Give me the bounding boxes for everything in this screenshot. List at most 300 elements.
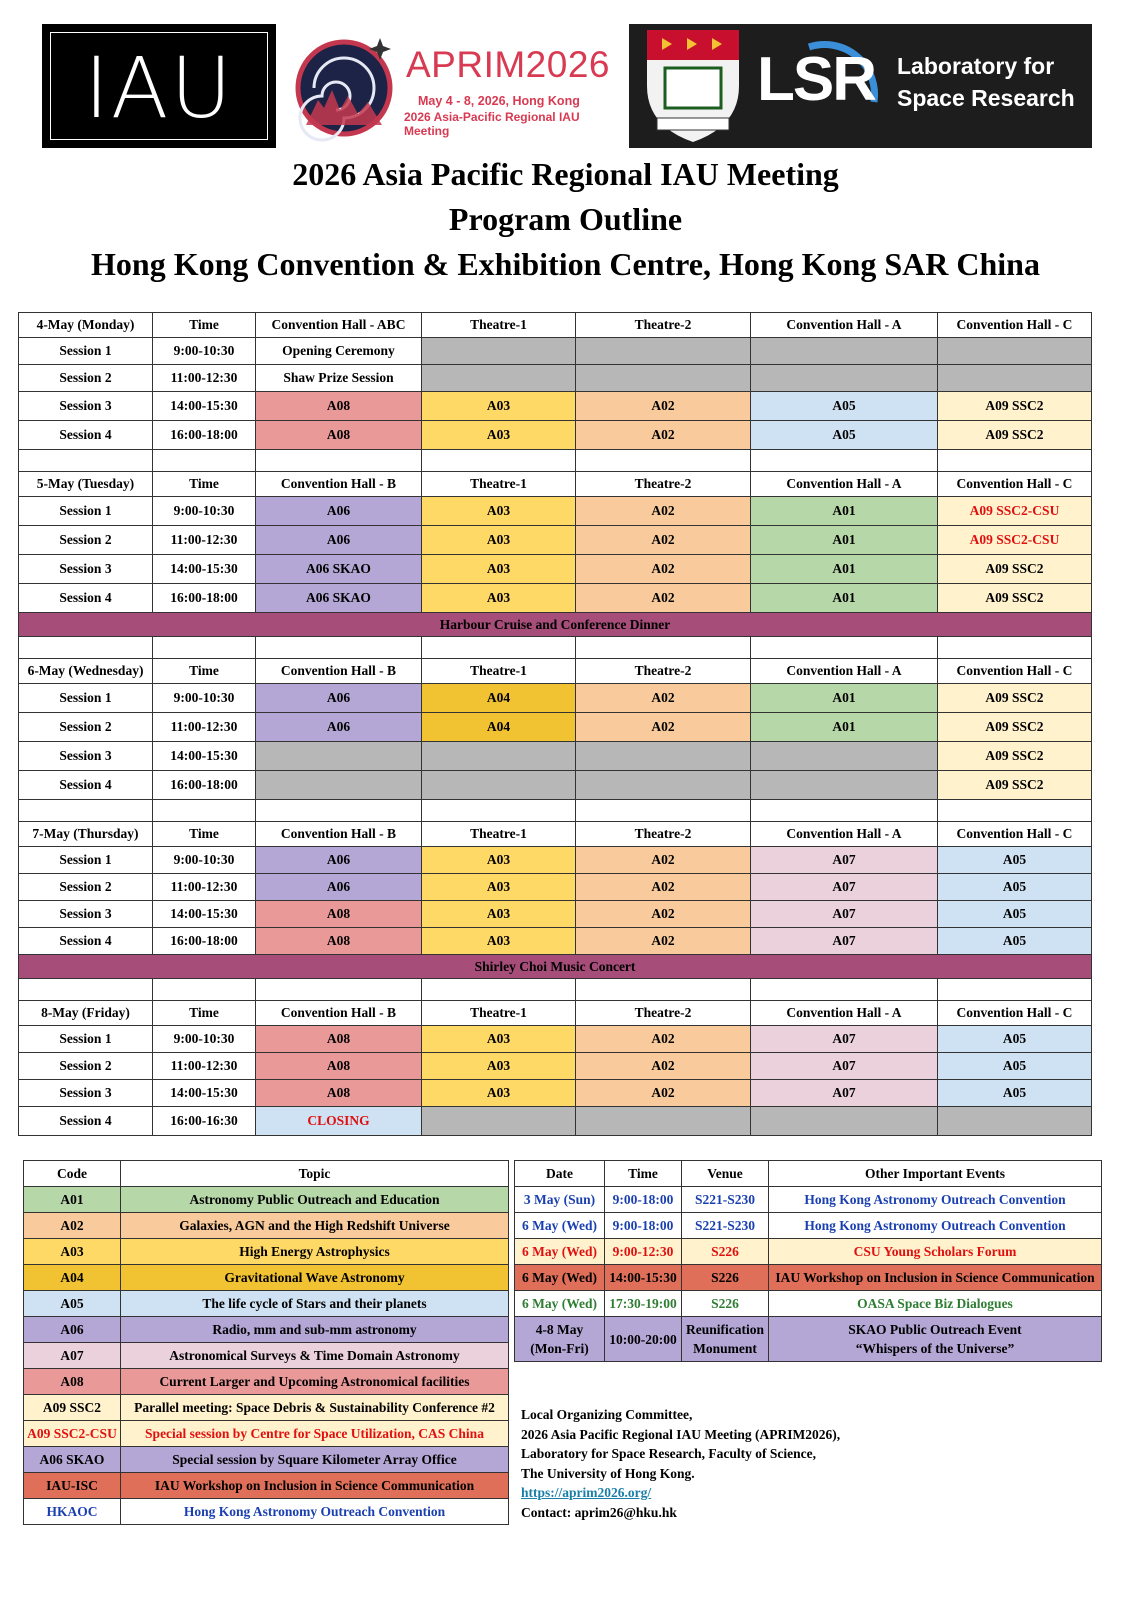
session-cell: A05 bbox=[938, 901, 1092, 928]
spacer-cell bbox=[422, 450, 576, 472]
column-header: Theatre-1 bbox=[422, 659, 576, 684]
event-row bbox=[515, 1213, 1102, 1239]
event-name: Hong Kong Astronomy Outreach Convention bbox=[769, 1213, 1102, 1239]
iau-logo-text: IAU bbox=[84, 39, 234, 137]
topic-legend-table bbox=[23, 1160, 509, 1525]
spacer-cell bbox=[256, 979, 422, 1001]
event-row bbox=[515, 1291, 1102, 1317]
day-header-row bbox=[19, 1001, 1092, 1026]
event-date: 6 May (Wed) bbox=[515, 1265, 605, 1291]
event-venue: Reunification Monument bbox=[682, 1317, 769, 1362]
session-cell: A09 SSC2-CSU bbox=[938, 526, 1092, 555]
column-header: Convention Hall - C bbox=[938, 822, 1092, 847]
session-cell: A05 bbox=[938, 1053, 1092, 1080]
venue-title: Hong Kong Convention & Exhibition Centre, Hong Kong SAR China bbox=[91, 246, 1040, 282]
legend-code: A06 SKAO bbox=[24, 1447, 121, 1473]
session-cell: A09 SSC2 bbox=[938, 421, 1092, 450]
legend-row bbox=[24, 1395, 509, 1421]
events-header-row bbox=[515, 1161, 1102, 1187]
spacer-cell bbox=[256, 450, 422, 472]
session-cell: A07 bbox=[751, 847, 938, 874]
column-header: Time bbox=[153, 822, 256, 847]
session-row bbox=[19, 1026, 1092, 1053]
spacer-cell bbox=[422, 637, 576, 659]
event-venue: S226 bbox=[682, 1291, 769, 1317]
iau-logo bbox=[42, 24, 276, 148]
session-cell: A06 bbox=[256, 497, 422, 526]
session-cell: A02 bbox=[576, 1080, 751, 1107]
session-row bbox=[19, 421, 1092, 450]
aprim-meeting-name: 2026 Asia-Pacific Regional IAU Meeting bbox=[404, 110, 580, 138]
legend-row bbox=[24, 1369, 509, 1395]
session-label: Session 1 bbox=[19, 497, 153, 526]
spacer-cell bbox=[938, 637, 1092, 659]
spacer-cell bbox=[751, 800, 938, 822]
event-date: 4-8 May (Mon-Fri) bbox=[515, 1317, 605, 1362]
session-cell: A06 bbox=[256, 713, 422, 742]
legend-topic: Gravitational Wave Astronomy bbox=[121, 1265, 509, 1291]
column-header: Theatre-1 bbox=[422, 472, 576, 497]
session-cell: A01 bbox=[751, 684, 938, 713]
session-row bbox=[19, 847, 1092, 874]
organizer-line: 2026 Asia Pacific Regional IAU Meeting (APRIM2026), bbox=[521, 1426, 841, 1442]
session-label: Session 3 bbox=[19, 1080, 153, 1107]
session-cell: A09 SSC2-CSU bbox=[938, 497, 1092, 526]
session-cell: A07 bbox=[751, 1026, 938, 1053]
session-cell: A03 bbox=[422, 874, 576, 901]
session-cell: A06 SKAO bbox=[256, 584, 422, 613]
session-cell: A06 bbox=[256, 526, 422, 555]
legend-topic: Parallel meeting: Space Debris & Sustainability Conference #2 bbox=[121, 1395, 509, 1421]
events-header: Date bbox=[515, 1161, 605, 1187]
session-cell: A03 bbox=[422, 928, 576, 955]
session-cell: A01 bbox=[751, 584, 938, 613]
legend-code: A02 bbox=[24, 1213, 121, 1239]
day-label: 6-May (Wednesday) bbox=[19, 659, 153, 684]
legend-code: A03 bbox=[24, 1239, 121, 1265]
session-cell: A08 bbox=[256, 392, 422, 421]
spacer-cell bbox=[751, 637, 938, 659]
day-label: 7-May (Thursday) bbox=[19, 822, 153, 847]
column-header: Convention Hall - B bbox=[256, 472, 422, 497]
session-cell: A08 bbox=[256, 421, 422, 450]
empty-slot bbox=[576, 1107, 751, 1136]
session-row bbox=[19, 901, 1092, 928]
session-row bbox=[19, 771, 1092, 800]
legend-topic: Special session by Square Kilometer Array Office bbox=[121, 1447, 509, 1473]
session-label: Session 4 bbox=[19, 771, 153, 800]
website-link[interactable]: https://aprim2026.org/ bbox=[521, 1485, 652, 1500]
legend-topic: Astronomical Surveys & Time Domain Astronomy bbox=[121, 1343, 509, 1369]
event-name: OASA Space Biz Dialogues bbox=[769, 1291, 1102, 1317]
session-label: Session 2 bbox=[19, 1053, 153, 1080]
legend-code: A09 SSC2 bbox=[24, 1395, 121, 1421]
session-cell: Shaw Prize Session bbox=[256, 365, 422, 392]
session-label: Session 3 bbox=[19, 392, 153, 421]
legend-topic: Galaxies, AGN and the High Redshift Universe bbox=[121, 1213, 509, 1239]
column-header: Theatre-1 bbox=[422, 313, 576, 338]
session-cell: A05 bbox=[938, 874, 1092, 901]
session-time: 11:00-12:30 bbox=[153, 713, 256, 742]
legend-row bbox=[24, 1447, 509, 1473]
session-cell: A02 bbox=[576, 847, 751, 874]
session-cell: A08 bbox=[256, 1053, 422, 1080]
spacer-cell bbox=[576, 979, 751, 1001]
session-row bbox=[19, 928, 1092, 955]
session-label: Session 4 bbox=[19, 1107, 153, 1136]
session-row bbox=[19, 584, 1092, 613]
session-cell: A03 bbox=[422, 1026, 576, 1053]
column-header: Theatre-2 bbox=[576, 472, 751, 497]
spacer-cell bbox=[576, 637, 751, 659]
legend-code: A04 bbox=[24, 1265, 121, 1291]
meeting-title: 2026 Asia Pacific Regional IAU Meeting bbox=[292, 156, 839, 192]
session-cell: A03 bbox=[422, 847, 576, 874]
legend-header: Code bbox=[24, 1161, 121, 1187]
column-header: Convention Hall - C bbox=[938, 1001, 1092, 1026]
legend-topic: Current Larger and Upcoming Astronomical facilities bbox=[121, 1369, 509, 1395]
organizer-line: The University of Hong Kong. bbox=[521, 1465, 695, 1481]
lsr-name-line2: Space Research bbox=[897, 85, 1075, 111]
column-header: Theatre-1 bbox=[422, 1001, 576, 1026]
legend-code: A08 bbox=[24, 1369, 121, 1395]
session-cell: A02 bbox=[576, 392, 751, 421]
legend-topic: Astronomy Public Outreach and Education bbox=[121, 1187, 509, 1213]
program-table bbox=[18, 312, 1092, 1136]
empty-slot bbox=[576, 365, 751, 392]
session-cell: A02 bbox=[576, 526, 751, 555]
legend-code: A09 SSC2-CSU bbox=[24, 1421, 121, 1447]
legend-topic: Hong Kong Astronomy Outreach Convention bbox=[121, 1499, 509, 1525]
empty-slot bbox=[256, 742, 422, 771]
session-cell: A03 bbox=[422, 497, 576, 526]
legend-topic: High Energy Astrophysics bbox=[121, 1239, 509, 1265]
event-date: 3 May (Sun) bbox=[515, 1187, 605, 1213]
empty-slot bbox=[576, 338, 751, 365]
session-cell: A05 bbox=[938, 847, 1092, 874]
legend-code: A05 bbox=[24, 1291, 121, 1317]
empty-slot bbox=[422, 1107, 576, 1136]
session-row bbox=[19, 365, 1092, 392]
hku-crest-icon bbox=[637, 26, 749, 146]
session-cell: A09 SSC2 bbox=[938, 584, 1092, 613]
legend-code: IAU-ISC bbox=[24, 1473, 121, 1499]
session-label: Session 2 bbox=[19, 874, 153, 901]
event-date: 6 May (Wed) bbox=[515, 1239, 605, 1265]
session-cell: A02 bbox=[576, 1026, 751, 1053]
session-row bbox=[19, 497, 1092, 526]
session-cell: A02 bbox=[576, 421, 751, 450]
session-cell: A02 bbox=[576, 684, 751, 713]
session-cell: A08 bbox=[256, 1080, 422, 1107]
column-header: Convention Hall - B bbox=[256, 659, 422, 684]
session-label: Session 3 bbox=[19, 742, 153, 771]
column-header: Convention Hall - A bbox=[751, 1001, 938, 1026]
spacer-cell bbox=[153, 637, 256, 659]
legend-code: A07 bbox=[24, 1343, 121, 1369]
spacer-row bbox=[19, 800, 1092, 822]
session-cell: A09 SSC2 bbox=[938, 771, 1092, 800]
legend-topic: Radio, mm and sub-mm astronomy bbox=[121, 1317, 509, 1343]
empty-slot bbox=[938, 1107, 1092, 1136]
column-header: Convention Hall - C bbox=[938, 313, 1092, 338]
session-time: 14:00-15:30 bbox=[153, 742, 256, 771]
aprim-title: APRIM2026 bbox=[406, 44, 610, 85]
empty-slot bbox=[422, 771, 576, 800]
empty-slot bbox=[751, 1107, 938, 1136]
column-header: Time bbox=[153, 472, 256, 497]
day-header-row bbox=[19, 822, 1092, 847]
session-cell: A03 bbox=[422, 584, 576, 613]
spacer-cell bbox=[576, 800, 751, 822]
column-header: Theatre-2 bbox=[576, 313, 751, 338]
lsr-name-line1: Laboratory for bbox=[897, 53, 1055, 79]
column-header: Convention Hall - B bbox=[256, 1001, 422, 1026]
column-header: Convention Hall - A bbox=[751, 313, 938, 338]
session-row bbox=[19, 555, 1092, 584]
legend-row bbox=[24, 1343, 509, 1369]
legend-header: Topic bbox=[121, 1161, 509, 1187]
empty-slot bbox=[576, 771, 751, 800]
spacer-cell bbox=[256, 800, 422, 822]
session-time: 14:00-15:30 bbox=[153, 1080, 256, 1107]
session-label: Session 1 bbox=[19, 847, 153, 874]
column-header: Convention Hall - A bbox=[751, 472, 938, 497]
session-cell: A01 bbox=[751, 555, 938, 584]
legend-row bbox=[24, 1421, 509, 1447]
spacer-cell bbox=[256, 637, 422, 659]
session-row bbox=[19, 684, 1092, 713]
empty-slot bbox=[751, 338, 938, 365]
spacer-row bbox=[19, 637, 1092, 659]
session-label: Session 3 bbox=[19, 901, 153, 928]
event-venue: S226 bbox=[682, 1265, 769, 1291]
session-time: 14:00-15:30 bbox=[153, 392, 256, 421]
session-label: Session 1 bbox=[19, 684, 153, 713]
event-banner: Shirley Choi Music Concert bbox=[19, 955, 1092, 979]
events-header: Time bbox=[605, 1161, 682, 1187]
legend-row bbox=[24, 1213, 509, 1239]
session-cell: A02 bbox=[576, 928, 751, 955]
column-header: Convention Hall - C bbox=[938, 472, 1092, 497]
spacer-cell bbox=[576, 450, 751, 472]
session-cell: A06 bbox=[256, 874, 422, 901]
legend-code: A06 bbox=[24, 1317, 121, 1343]
session-cell: A06 SKAO bbox=[256, 555, 422, 584]
legend-topic: Special session by Centre for Space Utilization, CAS China bbox=[121, 1421, 509, 1447]
column-header: Convention Hall - ABC bbox=[256, 313, 422, 338]
session-row bbox=[19, 1080, 1092, 1107]
session-cell: A03 bbox=[422, 1053, 576, 1080]
legend-row bbox=[24, 1291, 509, 1317]
spacer-cell bbox=[153, 979, 256, 1001]
session-row bbox=[19, 526, 1092, 555]
session-cell: A03 bbox=[422, 392, 576, 421]
organizer-line: Laboratory for Space Research, Faculty of Science, bbox=[521, 1446, 816, 1461]
session-label: Session 2 bbox=[19, 365, 153, 392]
session-label: Session 1 bbox=[19, 1026, 153, 1053]
session-time: 9:00-10:30 bbox=[153, 497, 256, 526]
event-time: 9:00-18:00 bbox=[605, 1213, 682, 1239]
session-cell: A02 bbox=[576, 1053, 751, 1080]
legend-row bbox=[24, 1499, 509, 1525]
session-row bbox=[19, 1053, 1092, 1080]
session-cell: A02 bbox=[576, 555, 751, 584]
event-time: 9:00-12:30 bbox=[605, 1239, 682, 1265]
day-label: 5-May (Tuesday) bbox=[19, 472, 153, 497]
day-label: 8-May (Friday) bbox=[19, 1001, 153, 1026]
day-header-row bbox=[19, 659, 1092, 684]
session-row bbox=[19, 392, 1092, 421]
session-cell: A08 bbox=[256, 1026, 422, 1053]
day-header-row bbox=[19, 472, 1092, 497]
spacer-cell bbox=[422, 979, 576, 1001]
session-time: 11:00-12:30 bbox=[153, 1053, 256, 1080]
session-cell: A05 bbox=[751, 421, 938, 450]
spacer-cell bbox=[938, 800, 1092, 822]
column-header: Convention Hall - A bbox=[751, 822, 938, 847]
session-cell: A05 bbox=[938, 1026, 1092, 1053]
session-time: 16:00-16:30 bbox=[153, 1107, 256, 1136]
closing-cell: CLOSING bbox=[256, 1107, 422, 1136]
event-name: Hong Kong Astronomy Outreach Convention bbox=[769, 1187, 1102, 1213]
session-cell: A01 bbox=[751, 713, 938, 742]
empty-slot bbox=[938, 338, 1092, 365]
event-name: SKAO Public Outreach Event “Whispers of the Universe” bbox=[769, 1317, 1102, 1362]
session-label: Session 4 bbox=[19, 584, 153, 613]
session-cell: A09 SSC2 bbox=[938, 555, 1092, 584]
event-time: 9:00-18:00 bbox=[605, 1187, 682, 1213]
event-name: CSU Young Scholars Forum bbox=[769, 1239, 1102, 1265]
empty-slot bbox=[751, 742, 938, 771]
session-cell: A06 bbox=[256, 847, 422, 874]
session-label: Session 2 bbox=[19, 713, 153, 742]
aprim-logo bbox=[288, 30, 628, 145]
session-time: 9:00-10:30 bbox=[153, 1026, 256, 1053]
session-cell: A03 bbox=[422, 421, 576, 450]
column-header: Theatre-2 bbox=[576, 1001, 751, 1026]
lsr-name bbox=[897, 50, 1075, 114]
event-row bbox=[515, 1265, 1102, 1291]
other-events-table bbox=[514, 1160, 1102, 1362]
session-cell: A08 bbox=[256, 901, 422, 928]
spacer-cell bbox=[19, 637, 153, 659]
session-label: Session 1 bbox=[19, 338, 153, 365]
event-date: 6 May (Wed) bbox=[515, 1213, 605, 1239]
events-header: Venue bbox=[682, 1161, 769, 1187]
empty-slot bbox=[422, 338, 576, 365]
spacer-cell bbox=[153, 450, 256, 472]
column-header: Time bbox=[153, 659, 256, 684]
day-label: 4-May (Monday) bbox=[19, 313, 153, 338]
session-cell: A07 bbox=[751, 1053, 938, 1080]
legend-row bbox=[24, 1473, 509, 1499]
event-row bbox=[515, 1187, 1102, 1213]
session-cell: A07 bbox=[751, 1080, 938, 1107]
event-venue: S221-S230 bbox=[682, 1213, 769, 1239]
event-banner: Harbour Cruise and Conference Dinner bbox=[19, 613, 1092, 637]
empty-slot bbox=[422, 742, 576, 771]
spacer-cell bbox=[422, 800, 576, 822]
session-label: Session 2 bbox=[19, 526, 153, 555]
session-cell: A02 bbox=[576, 874, 751, 901]
session-time: 11:00-12:30 bbox=[153, 365, 256, 392]
session-cell: A03 bbox=[422, 555, 576, 584]
session-cell: A02 bbox=[576, 901, 751, 928]
session-cell: A01 bbox=[751, 526, 938, 555]
event-time: 17:30-19:00 bbox=[605, 1291, 682, 1317]
session-cell: A05 bbox=[751, 392, 938, 421]
spacer-cell bbox=[938, 450, 1092, 472]
session-label: Session 4 bbox=[19, 421, 153, 450]
legend-row bbox=[24, 1239, 509, 1265]
session-cell: A04 bbox=[422, 684, 576, 713]
legend-topic: IAU Workshop on Inclusion in Science Communication bbox=[121, 1473, 509, 1499]
session-row bbox=[19, 874, 1092, 901]
session-row bbox=[19, 713, 1092, 742]
column-header: Convention Hall - A bbox=[751, 659, 938, 684]
session-cell: A02 bbox=[576, 497, 751, 526]
session-cell: A05 bbox=[938, 928, 1092, 955]
events-header: Other Important Events bbox=[769, 1161, 1102, 1187]
empty-slot bbox=[256, 771, 422, 800]
lsr-letters: LSR bbox=[757, 45, 875, 114]
column-header: Theatre-1 bbox=[422, 822, 576, 847]
spacer-cell bbox=[751, 979, 938, 1001]
legend-code: A01 bbox=[24, 1187, 121, 1213]
session-time: 9:00-10:30 bbox=[153, 684, 256, 713]
session-cell: A09 SSC2 bbox=[938, 742, 1092, 771]
session-cell: A07 bbox=[751, 901, 938, 928]
event-row bbox=[515, 1239, 1102, 1265]
session-cell: A09 SSC2 bbox=[938, 684, 1092, 713]
session-time: 16:00-18:00 bbox=[153, 584, 256, 613]
day-header-row bbox=[19, 313, 1092, 338]
legend-row bbox=[24, 1187, 509, 1213]
spacer-row bbox=[19, 979, 1092, 1001]
session-time: 9:00-10:30 bbox=[153, 338, 256, 365]
event-name: IAU Workshop on Inclusion in Science Communication bbox=[769, 1265, 1102, 1291]
session-cell: A02 bbox=[576, 713, 751, 742]
spacer-cell bbox=[751, 450, 938, 472]
empty-slot bbox=[422, 365, 576, 392]
session-label: Session 4 bbox=[19, 928, 153, 955]
empty-slot bbox=[751, 771, 938, 800]
column-header: Theatre-2 bbox=[576, 822, 751, 847]
legend-topic: The life cycle of Stars and their planets bbox=[121, 1291, 509, 1317]
event-banner-row bbox=[19, 955, 1092, 979]
event-venue: S226 bbox=[682, 1239, 769, 1265]
session-row bbox=[19, 742, 1092, 771]
contact-line: Contact: aprim26@hku.hk bbox=[521, 1504, 677, 1520]
session-cell: A04 bbox=[422, 713, 576, 742]
session-cell: A03 bbox=[422, 901, 576, 928]
hku-lsr-logo bbox=[629, 24, 1092, 148]
spacer-cell bbox=[19, 979, 153, 1001]
organizer-block bbox=[521, 1405, 840, 1522]
session-time: 16:00-18:00 bbox=[153, 928, 256, 955]
session-cell: A09 SSC2 bbox=[938, 713, 1092, 742]
session-time: 16:00-18:00 bbox=[153, 421, 256, 450]
session-time: 14:00-15:30 bbox=[153, 555, 256, 584]
column-header: Convention Hall - C bbox=[938, 659, 1092, 684]
aprim-dates: May 4 - 8, 2026, Hong Kong bbox=[418, 94, 580, 108]
empty-slot bbox=[938, 365, 1092, 392]
column-header: Time bbox=[153, 1001, 256, 1026]
session-row bbox=[19, 338, 1092, 365]
legend-code: HKAOC bbox=[24, 1499, 121, 1525]
organizer-line: Local Organizing Committee, bbox=[521, 1407, 693, 1422]
